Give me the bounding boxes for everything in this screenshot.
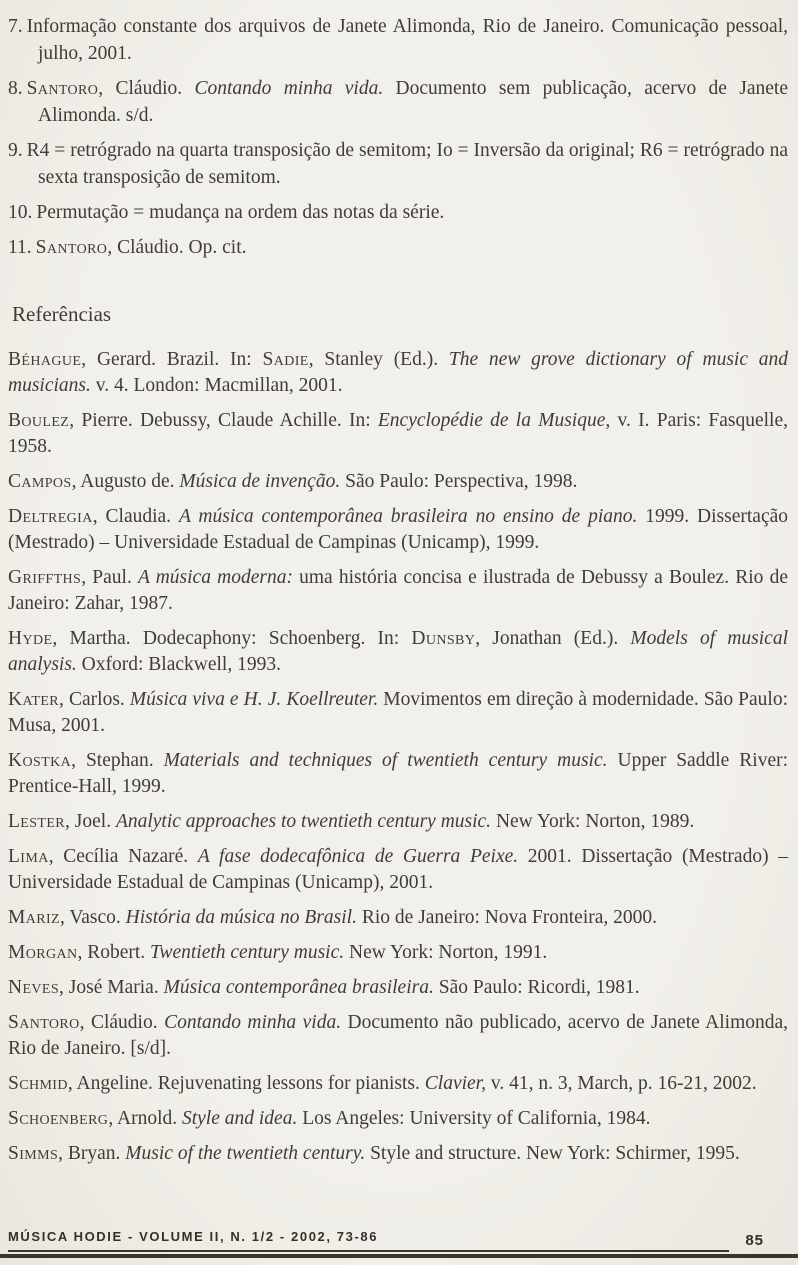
reference-entry [8,504,788,556]
text-run: Style and structure. New York: Schirmer, 1995. [365,1143,740,1164]
text-run: Santoro [26,78,99,99]
text-run: , Cláudio. [98,78,195,99]
reference-entry [8,940,788,966]
endnote [8,234,788,261]
endnote [8,75,788,129]
text-run: , Joel. [65,811,116,832]
text-run: São Paulo: Perspectiva, 1998. [340,471,578,492]
endnote-number: 7. [8,16,23,37]
text-run: Mariz [8,907,60,928]
text-run: Kater [8,689,60,710]
text-run: Clavier, [424,1073,486,1094]
text-run: Music of the twentieth century. [125,1143,366,1164]
endnotes-section [8,13,788,261]
reference-entry [8,626,788,678]
text-run: Sadie [262,349,309,370]
reference-entry [8,687,788,739]
text-run: Analytic approaches to twentieth century music. [115,811,492,832]
reference-entry [8,565,788,617]
text-run: Béhague [8,349,82,370]
endnote-number: 8. [8,78,23,99]
reference-entry [8,748,788,800]
text-run: , Gerard. Brazil. In: [81,349,263,370]
footer-rule [0,1254,798,1258]
journal-title: MÚSICA HODIE - VOLUME II, N. 1/2 - 2002, 73-86 [8,1229,379,1244]
text-run: A fase dodecafônica de Guerra Peixe. [197,846,519,867]
page-footer [0,1228,798,1258]
text-run: Música contemporânea brasileira. [163,977,434,998]
text-run: Upper Saddle River: Prentice-Hall, 1999. [8,750,789,797]
footer-row [0,1228,798,1252]
text-run: , Stephan. [71,750,164,771]
reference-entry [8,347,788,399]
text-run: , Bryan. [58,1143,126,1164]
text-run: Materials and techniques of twentieth century music. [163,750,608,771]
reference-entry [8,905,788,931]
text-run: , Augusto de. [71,471,180,492]
text-run: , Cecília Nazaré. [48,846,198,867]
references-list [8,347,788,1167]
text-run: Style and idea. [181,1108,298,1129]
text-run: , Stanley (Ed.). [308,349,449,370]
text-run: A música contemporânea brasileira no ensino de piano. [178,506,638,527]
text-run: Permutação = mudança na ordem das notas da série. [36,202,445,223]
references-heading: Referências [12,302,112,326]
text-run: Schmid [8,1073,68,1094]
text-run: , Carlos. [59,689,130,710]
text-run: Models of musical analysis. [8,628,789,675]
text-run: Lester [8,811,66,832]
reference-entry [8,469,788,495]
endnote [8,137,788,191]
reference-entry [8,809,788,835]
page-number: 85 [745,1232,764,1249]
text-run: , Claudia. [92,506,179,527]
endnote-number: 10. [8,202,33,223]
text-run: 1999. Dissertação (Mestrado) – Universidade Estadual de Campinas (Unicamp), 1999. [8,506,789,553]
endnote [8,199,788,226]
text-run: Encyclopédie de la Musique, [377,410,611,431]
text-run: Hyde [8,628,53,649]
text-run: , Martha. Dodecaphony: Schoenberg. In: [52,628,412,649]
text-run: Documento não publicado, acervo de Janete Alimonda, Rio de Janeiro. [s/d]. [8,1012,789,1059]
text-run: Oxford: Blackwell, 1993. [76,654,281,675]
text-run: Griffths [8,567,82,588]
reference-entry [8,1010,788,1062]
text-run: Música de invenção. [179,471,341,492]
text-run: , Paul. [81,567,138,588]
text-run: Dunsby [411,628,476,649]
text-run: , José Maria. [59,977,164,998]
text-run: Campos [8,471,72,492]
reference-entry [8,844,788,896]
endnote-number: 11. [8,237,32,258]
text-run: Santoro [8,1012,80,1033]
text-run: , Arnold. [108,1108,182,1129]
journal-title-underline [8,1228,729,1252]
reference-entry [8,1071,788,1097]
text-run: Neves [8,977,60,998]
text-run: , Cláudio. [79,1012,165,1033]
text-run: , Pierre. Debussy, Claude Achille. In: [69,410,378,431]
reference-entry [8,408,788,460]
text-run: , Angeline. Rejuvenating lessons for pianists. [67,1073,425,1094]
text-run: A música moderna: [137,567,293,588]
text-run: Twentieth century music. [150,942,345,963]
text-run: 2001. Dissertação (Mestrado) – Universidade Estadual de Campinas (Unicamp), 2001. [8,846,788,893]
text-run: , Vasco. [59,907,126,928]
text-run: v. I. Paris: Fasquelle, 1958. [8,410,789,457]
text-run: The new grove dictionary of music and musicians. [8,349,789,396]
text-run: Morgan [8,942,78,963]
endnote-number: 9. [8,140,23,161]
text-run: Informação constante dos arquivos de Janete Alimonda, Rio de Janeiro. Comunicação pessoal, julho, 2001. [26,16,788,64]
text-run: v. 4. London: Macmillan, 2001. [90,375,343,396]
text-run: Deltregia [8,506,93,527]
text-run: Música viva e H. J. Koellreuter. [129,689,379,710]
text-run: uma história concisa e ilustrada de Debussy a Boulez. Rio de Janeiro: Zahar, 1987. [8,567,788,614]
reference-entry [8,1106,788,1132]
reference-entry [8,975,788,1001]
text-run: Schoenberg [8,1108,109,1129]
text-run: História da música no Brasil. [125,907,357,928]
text-run: Movimentos em direção à modernidade. São Paulo: Musa, 2001. [8,689,788,736]
text-run: Kostka [8,750,72,771]
text-run: Contando minha vida. [164,1012,342,1033]
text-run: , Cláudio. Op. cit. [107,237,247,258]
text-run: , Jonathan (Ed.). [475,628,631,649]
text-run: São Paulo: Ricordi, 1981. [433,977,640,998]
text-run: v. 41, n. 3, March, p. 16-21, 2002. [486,1073,757,1094]
text-run: Simms [8,1143,59,1164]
endnote [8,13,788,67]
reference-entry [8,1141,788,1167]
text-run: Lima [8,846,49,867]
text-run: Contando minha vida. [194,78,384,99]
text-run: Santoro [35,237,108,258]
text-run: Los Angeles: University of California, 1984. [297,1108,651,1129]
text-run: , Robert. [77,942,151,963]
text-run: Boulez [8,410,70,431]
text-run: New York: Norton, 1989. [491,811,695,832]
text-run: Documento sem publicação, acervo de Janete Alimonda. s/d. [38,78,788,126]
text-run: R4 = retrógrado na quarta transposição de semitom; Io = Inversão da original; R6 = retrógrado na sexta transposição de semitom. [26,140,788,188]
text-run: New York: Norton, 1991. [344,942,548,963]
text-run: Rio de Janeiro: Nova Fronteira, 2000. [356,907,658,928]
